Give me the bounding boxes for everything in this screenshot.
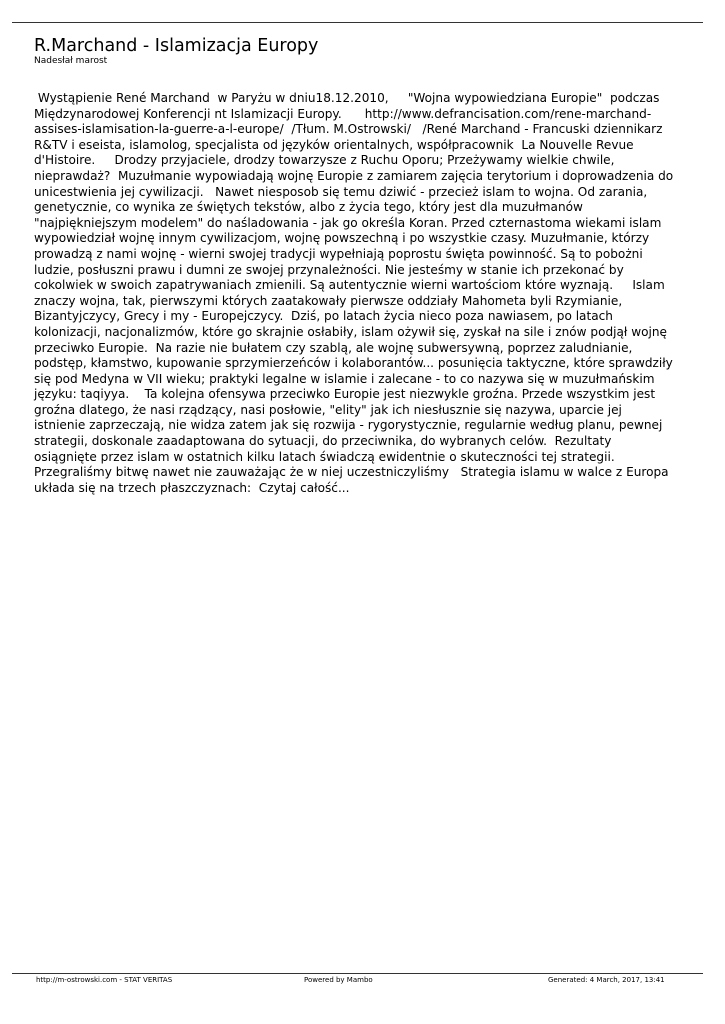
footer-generated-date: Generated: 4 March, 2017, 13:41 [548, 976, 665, 984]
article-line: podstęp, kłamstwo, kupowanie sprzymierzeńców i kolaborantów... posunięcia taktyczne, które sprawdziły [34, 356, 673, 371]
article-line: wypowiedział wojnę innym cywilizacjom, wojnę powszechną i po wszystkie czasy. Muzułmanie, którzy [34, 231, 650, 246]
article-line: cokolwiek w swoich zapatrywaniach zmienili. Są autentycznie wierni wartościom które wyznają. Islam [34, 278, 665, 293]
article-line: się pod Medyna w VII wieku; praktyki legalne w islamie i zalecane - to co nazywa się w muzułmańskim [34, 371, 655, 386]
article-body [34, 91, 694, 496]
article-line: genetycznie, co wynika ze świętych tekstów, albo z życia tego, który jest dla muzułmanów [34, 200, 583, 215]
article-line: języku: taqiyya. Ta kolejna ofensywa przeciwko Europie jest niezwykle groźna. Przede wszystkim jest [34, 387, 656, 402]
article-line: unicestwienia jej cywilizacji. Nawet niesposob się temu dziwić - przecież islam to wojna. Od zarania, [34, 184, 648, 199]
article-line: ludzie, posłuszni prawu i dumni ze swojej przynależności. Nie jesteśmy w stanie ich przekonać by [34, 262, 624, 277]
page-title: R.Marchand - Islamizacja Europy [34, 36, 319, 56]
article-line: przeciwko Europie. Na razie nie bułatem czy szablą, ale wojnę subwersywną, poprzez zaludnianie, [34, 340, 633, 355]
article-line: Międzynarodowej Konferencji nt Islamizacji Europy. http://www.defrancisation.com/rene-marchand- [34, 106, 652, 121]
article-line: groźna dlatego, że nasi rządzący, nasi posłowie, "elity" jak ich niesłusznie się nazywa, uparcie jej [34, 402, 622, 417]
article-line: istnienie zaprzeczają, nie widza zatem jak się rozwija - rygorystycznie, regularnie według planu, pewnej [34, 418, 663, 433]
footer-divider [12, 973, 703, 974]
author-byline: Nadesłał marost [34, 56, 108, 66]
article-line: kolonizacji, nacjonalizmów, które go skrajnie osłabiły, islam ożywił się, zyskał na sile i znów podjął wojnę [34, 324, 667, 339]
footer-powered-by: Powered by Mambo [304, 976, 373, 984]
article-line: "najpiękniejszym modelem" do naśladowania - jak go określa Koran. Przed czternastoma wiekami islam [34, 215, 662, 230]
article-line: Przegraliśmy bitwę nawet nie zauważając że w niej uczestniczyliśmy Strategia islamu w walce z Europa [34, 465, 669, 480]
article-line: prowadzą z nami wojnę - wierni swojej tradycji wypełniają poprostu święta powinność. Są to pobożni [34, 246, 643, 261]
article-line: strategii, doskonale zaadaptowana do sytuacji, do przeciwnika, do wybranych celów. Rezultaty [34, 434, 612, 449]
top-divider [12, 22, 703, 23]
article-line: d'Histoire. Drodzy przyjaciele, drodzy towarzysze z Ruchu Oporu; Przeżywamy wielkie chwile, [34, 153, 615, 168]
article-line: Wystąpienie René Marchand w Paryżu w dniu18.12.2010, "Wojna wypowiedziana Europie" podczas [34, 91, 660, 105]
article-line: nieprawdaż? Muzułmanie wypowiadają wojnę Europie z zamiarem zajęcia terytorium i doprowadzenia do [34, 168, 674, 183]
article-line: układa się na trzech płaszczyznach: Czytaj całość... [34, 480, 350, 495]
article-line: R&TV i eseista, islamolog, specjalista od języków orientalnych, współpracownik La Nouvelle Revue [34, 137, 634, 152]
article-line: znaczy wojna, tak, pierwszymi których zaatakowały pierwsze oddziały Mahometa byli Rzymianie, [34, 293, 623, 308]
article-line: Bizantyjczycy, Grecy i my - Europejczycy. Dziś, po latach życia nieco poza nawiasem, po latach [34, 309, 613, 324]
article-line: assises-islamisation-la-guerre-a-l-europe/ /Tłum. M.Ostrowski/ /René Marchand - Francuski dziennikarz [34, 122, 663, 137]
footer-site-url: http://m-ostrowski.com - STAT VERITAS [36, 976, 173, 984]
article-line: osiągnięte przez islam w ostatnich kilku latach świadczą ewidentnie o skuteczności tej strategii. [34, 449, 615, 464]
